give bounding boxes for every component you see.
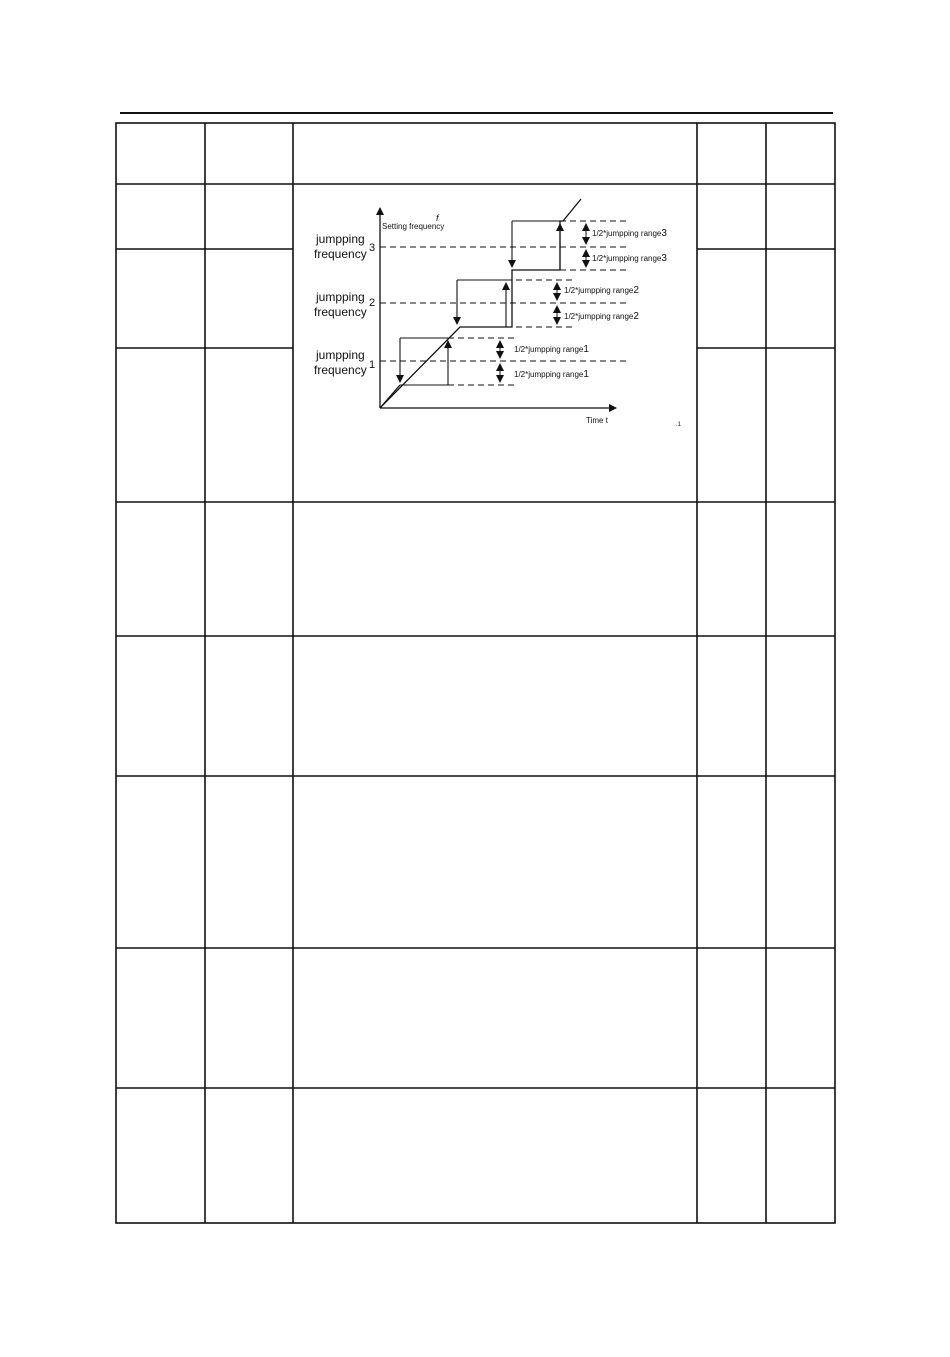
jump-label-2-line1: jumpping <box>316 290 365 304</box>
jump-label-3-line1: jumpping <box>316 232 365 246</box>
header-rule <box>120 112 833 114</box>
range-label-2a: 1/2*jumpping range2 <box>564 285 639 296</box>
range-label-3a: 1/2*jumpping range3 <box>592 228 667 239</box>
jump-label-3-index: 3 <box>369 242 376 254</box>
range-label-1b: 1/2*jumpping range1 <box>514 369 589 380</box>
figure-mark: .1 <box>676 422 682 428</box>
jump-label-3-line2: frequency <box>314 247 367 261</box>
jump-frequency-diagram <box>296 186 696 436</box>
jump-label-1-line2: frequency <box>314 363 367 377</box>
y-axis-symbol: f <box>436 213 439 223</box>
jump-label-1-line1: jumpping <box>316 348 365 362</box>
x-axis-label: Time t <box>586 416 608 425</box>
range-label-1a: 1/2*jumpping range1 <box>514 344 589 355</box>
jump-label-1-index: 1 <box>369 359 376 371</box>
range-label-2b: 1/2*jumpping range2 <box>564 311 639 322</box>
jump-label-2-line2: frequency <box>314 305 367 319</box>
y-axis-label: Setting frequency <box>382 222 445 231</box>
range-label-3b: 1/2*jumpping range3 <box>592 253 667 264</box>
frequency-ramp-1 <box>380 385 400 408</box>
jump-label-2-index: 2 <box>369 297 376 309</box>
